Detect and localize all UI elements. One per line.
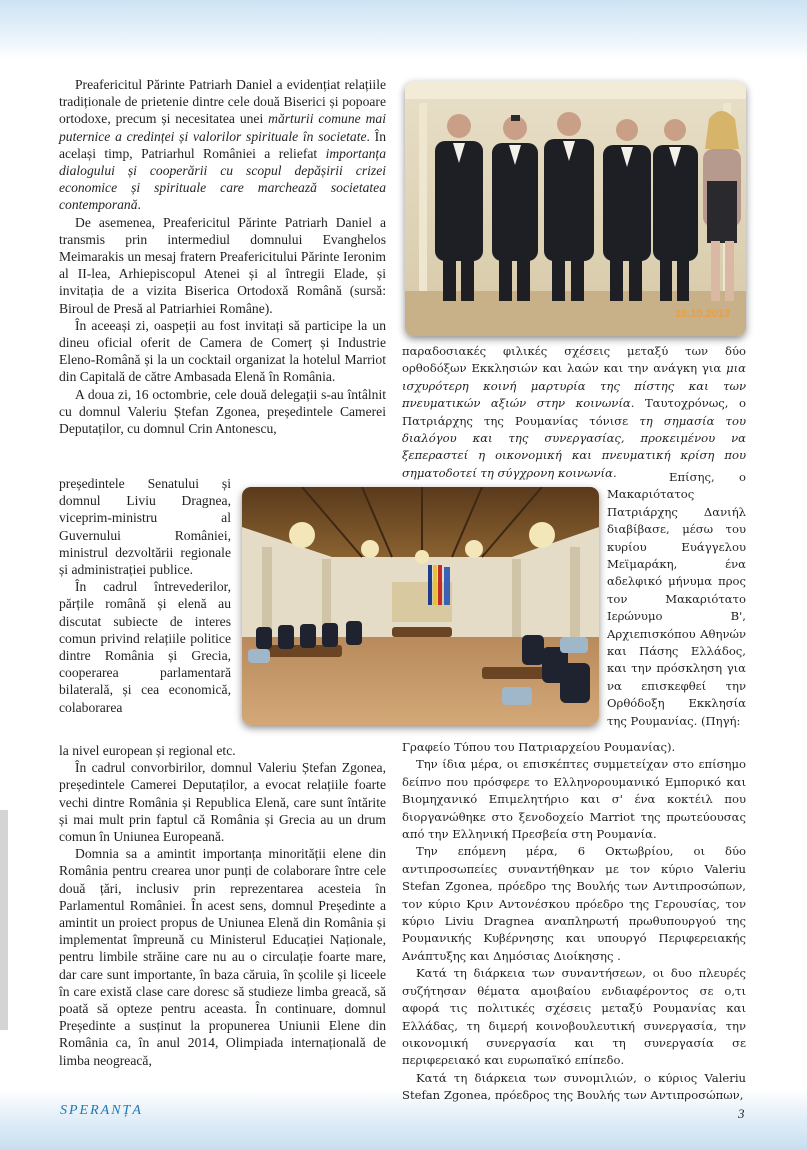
italic-run: mărturii comune mai puternice a credinței și valorilor spirituale în societate	[59, 111, 386, 144]
ro-paragraph-5-end: la nivel european și regional etc.	[59, 743, 236, 758]
meeting-hall-photo	[242, 487, 599, 725]
top-gradient-band	[0, 0, 807, 60]
text-run: .	[612, 465, 617, 480]
ro-paragraph-4b: președintele Senatului și domnul Liviu Dragnea, viceprim-ministru al Guvernului României, ministrul dezvoltării regionale și administrației publice.	[59, 476, 231, 578]
gr-paragraph-4: Την επόμενη μέρα, 6 Οκτωβρίου, οι δύο αντιπροσωπείες συναντήθηκαν με τον κύριο Valeriu Stefan Zgonea, πρόεδρο της Βουλής των Αντιπροσώπων, τον κύριο Κριν Αντονέσκου πρόεδρο της Γερουσίας, τον κύριο Liviu Dragnea αναπληρωτή πρωθυπουργού της Ρουμανικής Κυβέρνησης και υπουργό Περιφερειακής Ανάπτυξης και Δημόσιας Διοίκησης .	[402, 844, 746, 963]
meeting-hall-image	[242, 487, 599, 725]
ro-paragraph-6: În cadrul convorbirilor, domnul Valeriu Ștefan Zgonea, președintele Camerei Deputaților, a evocat relațiile foarte vechi dintre România și Republica Elenă, care sunt întărite și mai mult prin faptul că România și Grecia au un drum comun în Uniunea Europeană.	[59, 760, 386, 845]
gr-column-bottom	[402, 739, 746, 1105]
ro-paragraph-4a: A doua zi, 16 octombrie, cele două delegații s-au întâlnit cu domnul Valeriu Ștefan Zgonea, președintele Camerei Deputaților, cu domnul Crin Antonescu,	[59, 386, 386, 437]
text-run: . Ταυτοχρόνως, ο Πατριάρχης της Ρουμανίας τόνισε	[402, 396, 747, 428]
ro-column-bottom	[59, 742, 386, 1069]
ro-paragraph-3: În aceeași zi, oaspeții au fost invitați să participe la un dineu oficial oferit de Camera de Comerț și Industrie Eleno-Română și la un cocktail organizat la hotelul Marriot din Capitală de către Ambasada Elenă în România.	[59, 317, 386, 385]
gr-column-top	[402, 343, 746, 482]
text-run: . În același timp, Patriarhul României a reliefat	[59, 128, 386, 161]
italic-run: τη σημασία του διαλόγου και της συνεργασίας, προκειμένου να ξεπεραστεί η οικονομική και πνευματική κρίση που σηματοδοτεί τη σύγχρονη κοινωνία	[402, 413, 747, 480]
gr-paragraph-1	[402, 343, 746, 482]
text-run: .	[137, 197, 141, 213]
gr-paragraph-3: Την ίδια μέρα, οι επισκέπτες συμμετείχαν στο επίσημο δείπνο που πρόσφερε το Ελληνορουμανικό Εμπορικό και Βιομηχανικό Επιμελητήριο και σ' ένα κοκτέιλ που διοργανώθηκε στο ξενοδοχείο Marriot της πρωτεύουσας από την Ελληνική Πρεσβεία στη Ρουμανία.	[402, 757, 746, 842]
photo-date-stamp: 15.10.2013	[675, 308, 731, 320]
gr-paragraph-2a: Επίσης, ο Μακαριότατος Πατριάρχης Δανιήλ διαβίβασε, μέσω του κυρίου Ευάγγελου Μεϊμαράκη, ένα αδελφικό μήνυμα προς τον Μακαριότατο Ιερώνυμο Β', Αρχιεπισκόπου Αθηνών και Πάσης Ελλάδος, και την πρόσκληση για να επισκεφθεί την Ορθόδοξη Εκκλησία της Ρουμανίας. (Πηγή:	[607, 470, 746, 728]
delegation-group-photo	[405, 81, 746, 336]
ro-paragraph-1	[59, 76, 386, 214]
ro-paragraph-2: De asemenea, Preafericitul Părinte Patriarh Daniel a transmis prin intermediul domnului Evanghelos Meimarakis un mesaj fratern Preafericitului Părinte Ieronim al II-lea, Arhiepiscopul Atenei și al întregii Elade, și invitația de a vizita Biserica Ortodoxă Română (sursă: Biroul de Presă al Patriarhiei Române).	[59, 214, 386, 316]
ro-paragraph-5: În cadrul întrevederilor, părțile română și elenă au discutat subiecte de interes comun privind relațiile politice dintre România și Grecia, cooperarea parlamentară bilaterală, și cea economică, colaborarea	[59, 579, 231, 715]
delegation-group-image	[405, 81, 746, 336]
page-number: 3	[738, 1106, 745, 1121]
text-run: Preafericitul Părinte Patriarh Daniel a evidențiat relațiile tradiționale de prietenie dintre cele două Biserici și popoare ortodoxe, precum și necesitatea unei	[59, 77, 386, 127]
gr-paragraph-5: Κατά τη διάρκεια των συναντήσεων, οι δυο πλευρές συζήτησαν θέματα αμοιβαίου ενδιαφέροντος σε ο,τι αφορά τις πολιτικές σχέσεις μεταξύ Ρουμανίας και Ελλάδας, τη διμερή κοινοβουλευτική συνεργασία, την οικονομική συνεργασία και τη συνεργασία σε περιφερειακό και ευρωπαϊκό επίπεδο.	[402, 966, 746, 1068]
text-run: παραδοσιακές φιλικές σχέσεις μεταξύ των δύο ορθοδόξων Εκκλησιών και λαών και την ανάγκη για	[402, 344, 746, 376]
gr-paragraph-6: Κατά τη διάρκεια των συνομιλιών, ο κύριος Valeriu Stefan Zgonea, πρόεδρος της Βουλής των Αντιπροσώπων,	[402, 1070, 746, 1103]
italic-run: importanța dialogului și cooperării cu scopul depășirii crizei economice și spirituale care marchează societatea contemporană	[59, 145, 386, 213]
ro-paragraph-7: Domnia sa a amintit importanța minorității elene din România pentru crearea unor punți de colaborare între cele două țări, inclusiv prin reprezentarea acesteia în Parlamentul României. În acest sens, domnul Președinte a amintit un proiect propus de Uniunea Elenă din România și implementat împreună cu Ministerul Educației Naționale, pentru limbile străine care nu au o circulație foarte mare, dar care sunt importante, în baza căruia, în școlile și liceele în care există clase care doresc să studieze limba greacă, să poată să opteze pentru aceasta. În continuare, domnul Președinte a susținut la propunerea Uniunii Elene din România ca, în anul 2014, Olimpiada internațională de limba neogreacă,	[59, 846, 386, 1068]
gr-paragraph-2b: Γραφείο Τύπου του Πατριαρχείου Ρουμανίας).	[402, 740, 676, 754]
ro-column-narrow	[59, 475, 231, 716]
gr-column-narrow	[607, 469, 746, 730]
left-edge-tab	[0, 810, 8, 1030]
italic-run: μια ισχυρότερη κοινή μαρτυρία της πίστης και των πνευματικών αξιών στην κοινωνία	[402, 361, 746, 411]
ro-column-top	[59, 76, 386, 437]
magazine-title: SPERANȚA	[60, 1103, 143, 1118]
